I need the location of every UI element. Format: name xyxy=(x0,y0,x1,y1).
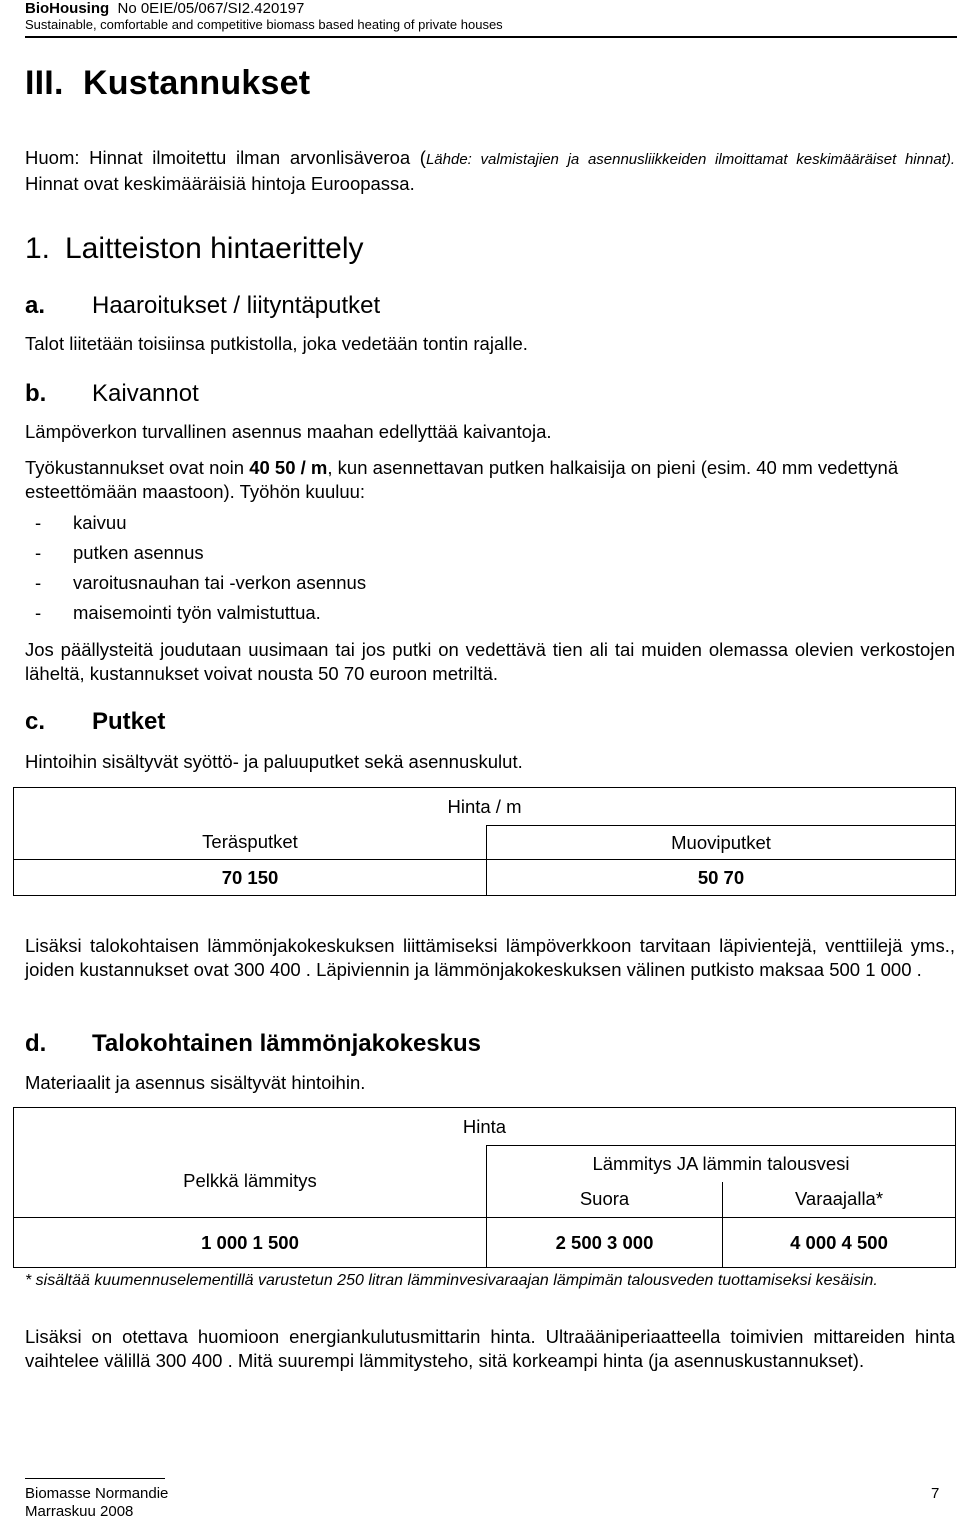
subsection-number: 1. xyxy=(25,232,51,265)
substation-val-tank: 4 000 4 500 xyxy=(723,1218,956,1268)
pipes-col-steel: Teräsputket xyxy=(14,826,487,860)
heading-c-title: Putket xyxy=(92,708,166,735)
pipes-price-table xyxy=(13,787,956,896)
paragraph-b-2-pre: Työkustannukset ovat noin xyxy=(25,457,250,478)
paragraph-d: Materiaalit ja asennus sisältyvät hintoihin. xyxy=(25,1072,366,1093)
page-number: 7 xyxy=(931,1485,940,1502)
header-line xyxy=(25,0,304,17)
heading-d-letter: d. xyxy=(25,1030,47,1057)
table-footnote: * sisältää kuumennuselementillä varustetun 250 litran lämminvesivaraajan lämpimän talousveden tuottamiseksi kesäisin. xyxy=(25,1272,878,1289)
section-title xyxy=(25,64,310,103)
paragraph-a: Talot liitetään toisiinsa putkistolla, joka vedetään tontin rajalle. xyxy=(25,333,528,354)
header-subtitle: Sustainable, comfortable and competitive biomass based heating of private houses xyxy=(25,17,503,32)
cost-per-metre: 40 50 / m xyxy=(249,457,328,478)
paragraph-d-after: Lisäksi on otettava huomioon energiankulutusmittarin hinta. Ultraääniperiaatteella toimivien mittareiden hinta vaihtelee välillä 300 400 . Mitä suurempi lämmitysteho, sitä korkeampi hinta (ja asennuskustannukset). xyxy=(25,1326,955,1371)
pipes-table-header: Hinta / m xyxy=(14,788,956,826)
list-dash: - xyxy=(35,542,42,563)
substation-col-tank: Varaajalla* xyxy=(723,1182,956,1218)
heading-d xyxy=(25,1030,481,1058)
note-source: Lähde: valmistajien ja asennusliikkeiden ilmoittamat keskimääräiset hinnat). xyxy=(425,151,955,168)
substation-col-heating-water: Lämmitys JA lämmin talousvesi xyxy=(487,1146,956,1182)
subsection-title xyxy=(25,232,364,266)
list-item-text: maisemointi työn valmistuttua. xyxy=(73,602,321,623)
price-note xyxy=(25,146,955,196)
pipes-val-steel: 70 150 xyxy=(14,860,487,896)
footer-org: Biomasse Normandie xyxy=(25,1485,169,1502)
subsection-title-text: Laitteiston hintaerittely xyxy=(65,232,364,265)
paragraph-b-2 xyxy=(25,456,955,504)
substation-col-heating: Pelkkä lämmitys xyxy=(14,1146,487,1218)
heading-a xyxy=(25,292,380,320)
heading-a-letter: a. xyxy=(25,292,46,319)
paragraph-b-3: Jos päällysteitä joudutaan uusimaan tai jos putki on vedettävä tien ali tai muiden olemassa olevien verkostojen läheltä, kustannukset voivat nousta 50 70 euroon metriltä. xyxy=(25,639,955,684)
pipes-val-plastic: 50 70 xyxy=(487,860,956,896)
list-item-text: kaivuu xyxy=(73,512,127,533)
list-item xyxy=(25,542,204,564)
section-title-text: Kustannukset xyxy=(83,64,311,102)
heading-c xyxy=(25,708,165,736)
paragraph-b-1: Lämpöverkon turvallinen asennus maahan edellyttää kaivantoja. xyxy=(25,421,552,442)
substation-price-table xyxy=(13,1107,956,1268)
heading-b-letter: b. xyxy=(25,380,47,407)
list-item xyxy=(25,512,126,534)
header-divider xyxy=(25,36,957,38)
pipes-col-plastic: Muoviputket xyxy=(487,826,956,860)
list-dash: - xyxy=(35,512,42,533)
list-item xyxy=(25,572,366,594)
header-code: No 0EIE/05/067/SI2.420197 xyxy=(117,0,305,17)
list-item-text: putken asennus xyxy=(73,542,204,563)
footer-date: Marraskuu 2008 xyxy=(25,1503,134,1520)
substation-val-direct: 2 500 3 000 xyxy=(487,1218,723,1268)
paragraph-c-after: Lisäksi talokohtaisen lämmönjakokeskuksen liittämiseksi lämpöverkkoon tarvitaan läpivientejä, venttiilejä yms., joiden kustannukset ovat 300 400 . Läpiviennin ja lämmönjakokeskuksen välinen putkisto maksaa 500 1 000 . xyxy=(25,935,955,980)
substation-col-direct: Suora xyxy=(487,1182,723,1218)
heading-b-title: Kaivannot xyxy=(92,380,199,407)
heading-c-letter: c. xyxy=(25,708,46,735)
note-text-2: Hinnat ovat keskimääräisiä hintoja Euroopassa. xyxy=(25,173,415,194)
heading-d-title: Talokohtainen lämmönjakokeskus xyxy=(92,1030,482,1057)
substation-table-header: Hinta xyxy=(14,1108,956,1146)
list-dash: - xyxy=(35,572,42,593)
substation-val-heating: 1 000 1 500 xyxy=(14,1218,487,1268)
heading-b xyxy=(25,380,199,408)
note-text: Huom: Hinnat ilmoitettu ilman arvonlisäveroa ( xyxy=(25,147,426,168)
list-item xyxy=(25,602,321,624)
heading-a-title: Haaroitukset / liityntäputket xyxy=(92,292,381,319)
list-item-text: varoitusnauhan tai -verkon asennus xyxy=(73,572,367,593)
header-project: BioHousing xyxy=(25,0,110,17)
section-number: III. xyxy=(25,64,64,102)
paragraph-c: Hintoihin sisältyvät syöttö- ja paluuputket sekä asennuskulut. xyxy=(25,751,523,772)
paragraph-b-2-post: , kun asennettavan putken halkaisija on pieni (esim. 40 mm vedettynä esteettömään maastoon). Työhön kuuluu: xyxy=(25,457,899,502)
list-dash: - xyxy=(35,602,42,623)
footer-divider xyxy=(25,1478,165,1479)
